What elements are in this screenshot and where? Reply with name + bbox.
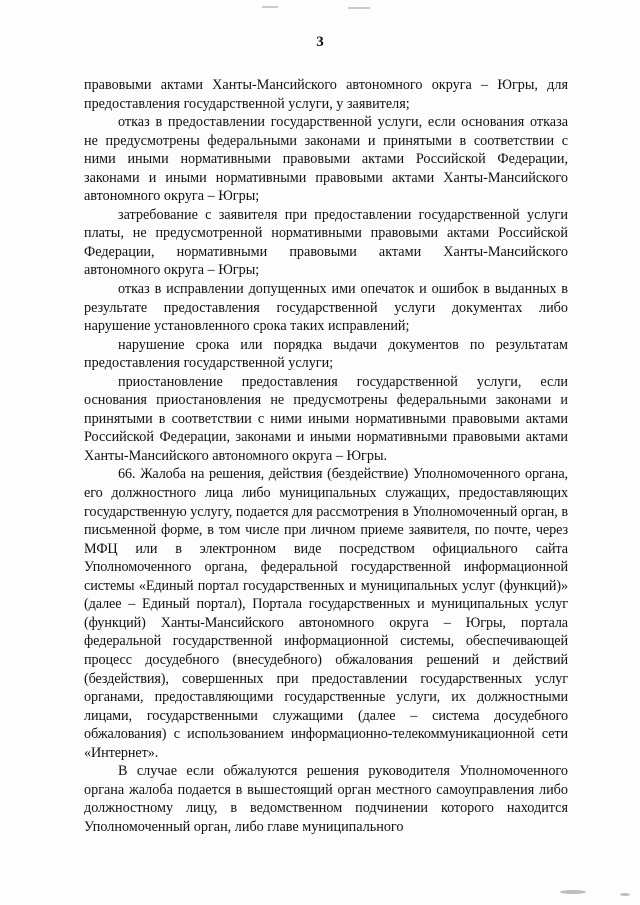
paragraph: отказ в исправлении допущенных ими опечаток и ошибок в выданных в результате предоставления государственной услуги документах либо нарушение установленного срока таких исправлений; [84,281,568,335]
paragraph: отказ в предоставлении государственной услуги, если основания отказа не предусмотрены федеральными законами и принятыми в соответствии с ними иными нормативными правовыми актами Российской Федерации, законами и иными нормативными правовыми актами Ханты-Мансийского автономного округа – Югры; [84,114,568,205]
scan-artifact [620,893,630,896]
paragraph: правовыми актами Ханты-Мансийского автономного округа – Югры, для предоставления государственной услуги, у заявителя; [84,77,568,112]
paragraph: нарушение срока или порядка выдачи документов по результатам предоставления государственной услуги; [84,336,568,372]
paragraph: приостановление предоставления государственной услуги, если основания приостановления не предусмотрены федеральными законами и принятыми в соответствии с ними иными нормативными правовыми актами Российской Федерации, законами и иными нормативными правовыми актами Ханты-Мансийского автономного округа – Югры. [84,373,568,464]
paragraph: затребование с заявителя при предоставлении государственной услуги платы, не предусмотренной нормативными правовыми актами Российской Федерации, нормативными правовыми актами Ханты-Мансийского автономного округа – Югры; [84,206,568,279]
page-number: 3 [316,34,324,50]
document-body [84,76,568,836]
paragraph: В случае если обжалуются решения руководителя Уполномоченного органа жалоба подается в вышестоящий орган местного самоуправления либо должностному лицу, в ведомственном подчинении которого находится Уполномоченный орган, либо главе муниципального [84,763,568,835]
paragraph: 66. Жалоба на решения, действия (бездействие) Уполномоченного органа, его должностного лица либо муниципальных служащих, предоставляющих государственную услугу, подается для рассмотрения в Уполномоченный орган, в письменной форме, в том числе при личном приеме заявителя, по почте, через МФЦ или в электронном виде посредством официального сайта Уполномоченного органа, федеральной государственной информационной системы «Единый портал государственных и муниципальных услуг (функций)» (далее – Единый портал), Портала государственных и муниципальных услуг (функций) Ханты-Мансийского автономного округа – Югры, портала федеральной государственной информационной системы, обеспечивающей процесс досудебного (внесудебного) обжалования решений и действий (бездействия), совершенных при предоставлении государственных услуг органами, предоставляющими государственные услуги, их должностными лицами, государственными служащими (далее – система досудебного обжалования) с использованием информационно-телекоммуникационной сети «Интернет». [84,466,568,761]
scan-artifact [262,6,278,8]
scan-artifact [560,890,586,894]
scan-artifact [348,7,370,9]
